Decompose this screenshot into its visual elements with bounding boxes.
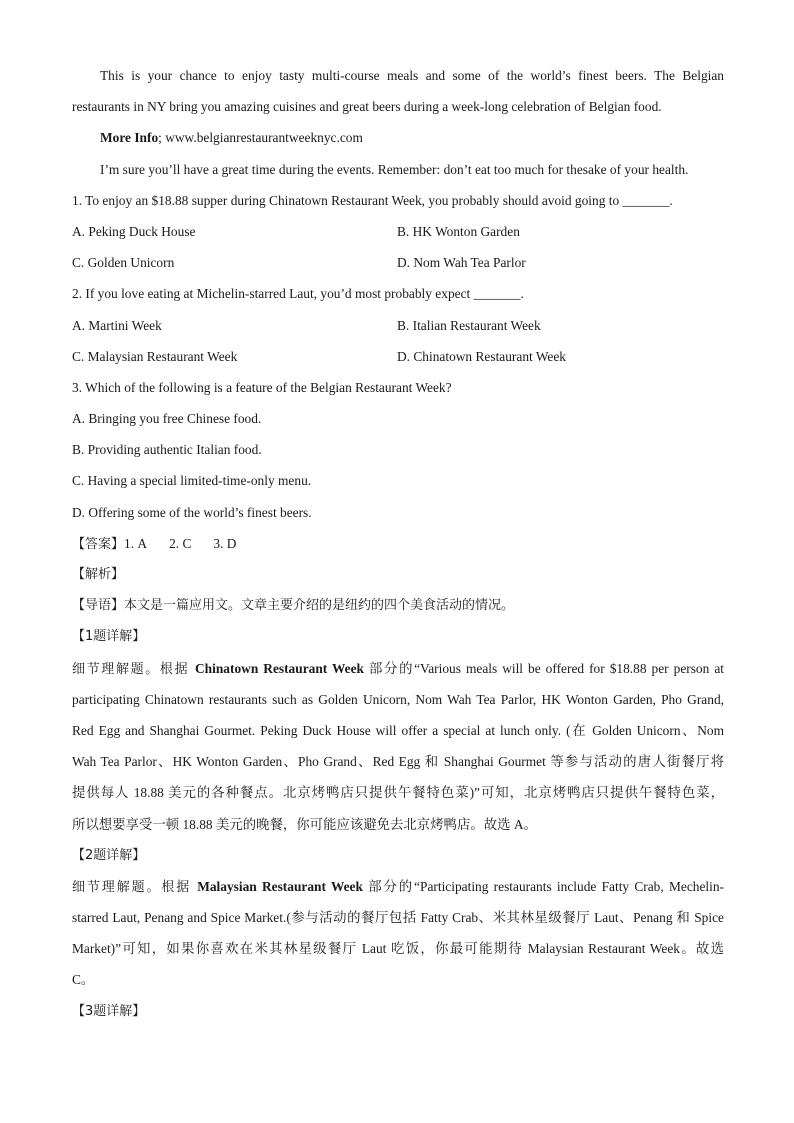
question-2-options-row-2 — [72, 341, 724, 372]
q2-detail-line-1 — [72, 871, 724, 902]
answer-1: 1. A — [124, 535, 148, 551]
question-2-option-d: D. Chinatown Restaurant Week — [397, 348, 566, 364]
guide-label: 【导语】 — [72, 598, 125, 614]
q1-detail-line-6: 所以想要享受一顿 18.88 美元的晚餐，你可能应该避免去北京烤鸭店。故选 A。 — [72, 816, 537, 832]
question-1-options-row-2 — [72, 247, 724, 278]
q1-detail-prefix: 细节理解题。根据 — [72, 661, 196, 677]
q1-detail-line-1-rest: 部分的“Various meals will be offered for $18.88 per person at — [363, 660, 724, 676]
question-1-option-c: C. Golden Unicorn — [72, 255, 175, 271]
question-2-stem: 2. If you love eating at Michelin-starred Laut, you’d most probably expect _______. — [72, 286, 524, 302]
answer-label: 【答案】 — [72, 536, 125, 552]
q2-detail-label: 【2题详解】 — [72, 847, 146, 863]
guide-text: 本文是一篇应用文。文章主要介绍的是纽约的四个美食活动的情况。 — [124, 598, 515, 614]
q2-detail-prefix: 细节理解题。根据 — [72, 879, 198, 895]
q2-detail-line-2: starred Laut, Penang and Spice Market.(参与活动的餐厅包括 Fatty Crab、米其林星级餐厅 Laut、Penang 和 Spice — [72, 910, 724, 926]
intro-paragraph-line-2: restaurants in NY bring you amazing cuisines and great beers during a week-long celebration of Belgian food. — [72, 99, 662, 115]
answer-3: 3. D — [213, 535, 237, 551]
question-1-option-b: B. HK Wonton Garden — [397, 223, 520, 239]
q2-detail-line-4: C。 — [72, 972, 95, 988]
document-page — [72, 60, 724, 1027]
q1-detail-line-1 — [72, 653, 724, 684]
question-3-option-d: D. Offering some of the world’s finest beers. — [72, 504, 312, 520]
analysis-label: 【解析】 — [72, 567, 125, 582]
question-3-option-a: A. Bringing you free Chinese food. — [72, 411, 262, 427]
q1-detail-line-2: participating Chinatown restaurants such as Golden Unicorn, Nom Wah Tea Parlor, HK Wonton Garden, Pho Grand, — [72, 691, 724, 707]
question-2-option-c: C. Malaysian Restaurant Week — [72, 348, 238, 364]
more-info-line — [72, 122, 724, 153]
q3-detail-label: 【3题详解】 — [72, 1003, 146, 1019]
q1-detail-section: Chinatown Restaurant Week — [195, 660, 364, 676]
q2-detail-line-3: Market)”可知，如果你喜欢在米其林星级餐厅 Laut 吃饭，你最可能期待 Malaysian Restaurant Week。故选 — [72, 941, 724, 957]
q1-detail-line-4: Wah Tea Parlor、HK Wonton Garden、Pho Grand、Red Egg 和 Shanghai Gourmet 等参与活动的唐人街餐厅将 — [72, 754, 724, 770]
answer-2: 2. C — [169, 535, 192, 551]
guide-line — [72, 590, 724, 621]
q1-detail-line-5: 提供每人 18.88 美元的各种餐点。北京烤鸭店只提供午餐特色菜)”可知，北京烤鸭店只提供午餐特色菜， — [72, 785, 724, 801]
q2-detail-line-1-rest: 部分的“Participating restaurants include Fatty Crab, Mechelin- — [362, 878, 724, 894]
question-2-options-row-1 — [72, 310, 724, 341]
intro-paragraph-line-1: This is your chance to enjoy tasty multi-course meals and some of the world’s finest beers. The Belgian — [100, 68, 724, 83]
more-info-label: More Info — [100, 130, 159, 146]
q1-detail-line-3: Red Egg and Shanghai Gourmet. Peking Duck House will offer a special at lunch only. (在 Golden Unicorn、Nom — [72, 722, 724, 738]
question-3-option-c: C. Having a special limited-time-only menu. — [72, 473, 312, 489]
closing-sentence: I’m sure you’ll have a great time during the events. Remember: don’t eat too much for thesake of your health. — [100, 161, 689, 177]
answer-line — [72, 528, 724, 559]
question-2-option-b: B. Italian Restaurant Week — [397, 317, 541, 333]
q1-detail-label: 【1题详解】 — [72, 629, 146, 645]
question-3-option-b: B. Providing authentic Italian food. — [72, 442, 262, 458]
question-1-option-d: D. Nom Wah Tea Parlor — [397, 255, 526, 271]
more-info-url: ; www.belgianrestaurantweeknyc.com — [158, 130, 363, 146]
question-1-option-a: A. Peking Duck House — [72, 223, 196, 239]
question-1-stem: 1. To enjoy an $18.88 supper during Chinatown Restaurant Week, you probably should avoid going to _______. — [72, 192, 673, 208]
q2-detail-section: Malaysian Restaurant Week — [197, 878, 363, 894]
question-1-options-row-1 — [72, 216, 724, 247]
question-2-option-a: A. Martini Week — [72, 317, 162, 333]
question-3-stem: 3. Which of the following is a feature of the Belgian Restaurant Week? — [72, 379, 452, 395]
